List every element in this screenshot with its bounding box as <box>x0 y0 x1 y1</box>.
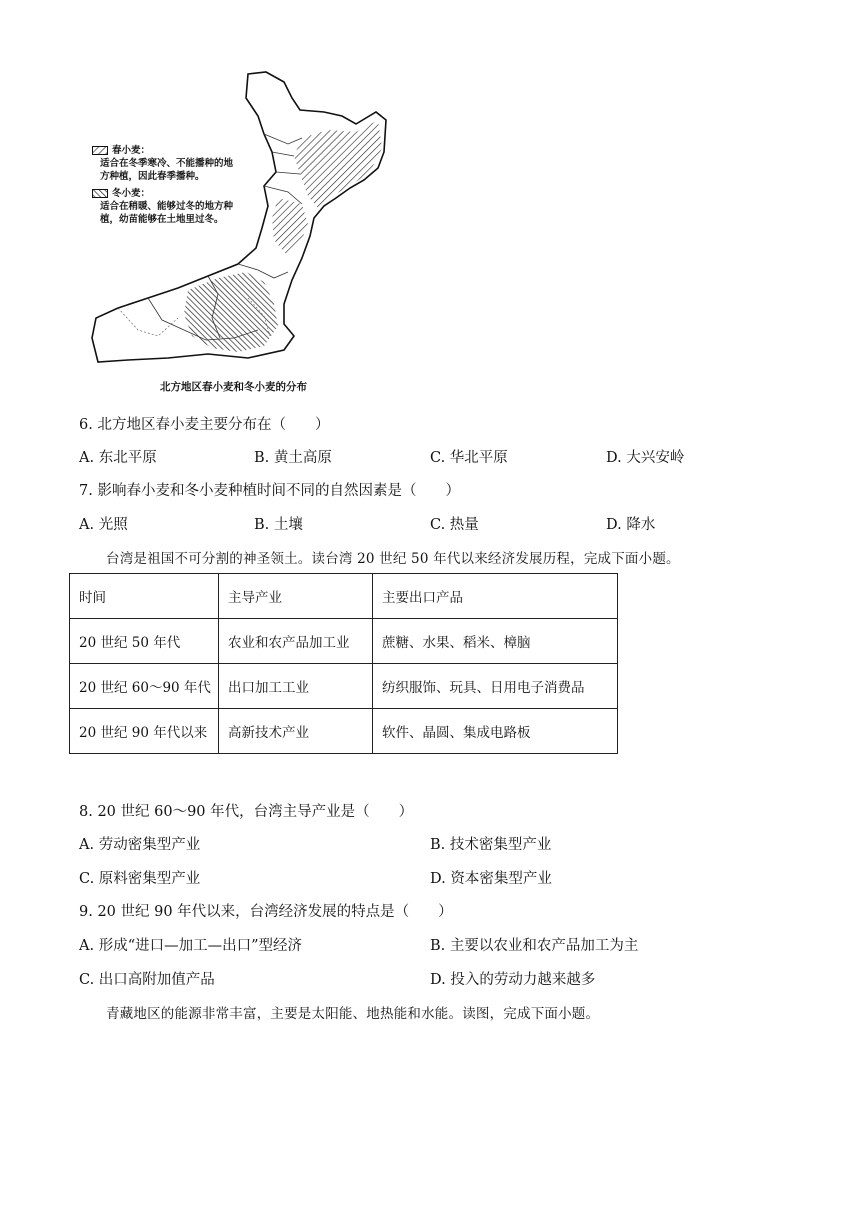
legend-spring-desc-2: 方种植，因此春季播种。 <box>100 171 205 182</box>
q8-option-b: B. 技术密集型产业 <box>430 837 552 853</box>
table-row <box>70 709 618 754</box>
q7-option-a: A. 光照 <box>79 517 128 533</box>
table-row <box>70 664 618 709</box>
q7-option-d: D. 降水 <box>606 517 656 533</box>
table-header-cell: 主要出口产品 <box>373 574 618 619</box>
q7-option-b: B. 土壤 <box>254 517 303 533</box>
map-caption: 北方地区春小麦和冬小麦的分布 <box>160 381 307 393</box>
table-cell: 高新技术产业 <box>219 709 373 754</box>
legend-winter-title: 冬小麦： <box>112 188 151 199</box>
table-cell: 20 世纪 50 年代 <box>70 619 219 664</box>
q8-option-d: D. 资本密集型产业 <box>430 871 552 887</box>
q6-option-d: D. 大兴安岭 <box>606 450 685 466</box>
taiwan-intro-paragraph: 台湾是祖国不可分割的神圣领土。读台湾 20 世纪 50 年代以来经济发展历程，完成下面小题。 <box>106 551 680 567</box>
question-6-stem: 6. 北方地区春小麦主要分布在（ ） <box>79 417 330 433</box>
q9-option-d: D. 投入的劳动力越来越多 <box>430 972 596 988</box>
map-legend <box>92 144 233 226</box>
q9-option-a: A. 形成“进口—加工—出口”型经济 <box>79 938 303 954</box>
q6-option-c: C. 华北平原 <box>430 450 508 466</box>
legend-spring-title: 春小麦： <box>112 145 151 156</box>
qinghai-intro-paragraph: 青藏地区的能源非常丰富，主要是太阳能、地热能和水能。读图，完成下面小题。 <box>106 1006 600 1022</box>
legend-winter-desc-1: 适合在稍暖、能够过冬的地方种 <box>100 201 234 212</box>
q7-option-c: C. 热量 <box>430 517 479 533</box>
winter-wheat-legend-swatch <box>92 189 108 198</box>
table-cell: 20 世纪 90 年代以来 <box>70 709 219 754</box>
question-7-stem: 7. 影响春小麦和冬小麦种植时间不同的自然因素是（ ） <box>79 483 460 499</box>
table-row <box>70 619 618 664</box>
spring-wheat-legend-swatch <box>92 146 108 155</box>
table-header-cell: 时间 <box>70 574 219 619</box>
legend-spring-desc-1: 适合在冬季寒冷、不能播种的地 <box>100 158 234 169</box>
table-header-cell: 主导产业 <box>219 574 373 619</box>
q8-option-c: C. 原料密集型产业 <box>79 871 201 887</box>
taiwan-economy-table <box>69 573 618 754</box>
table-cell: 农业和农产品加工业 <box>219 619 373 664</box>
legend-winter-desc-2: 植，幼苗能够在土地里过冬。 <box>100 214 224 225</box>
q6-option-a: A. 东北平原 <box>79 450 157 466</box>
question-9-stem: 9. 20 世纪 90 年代以来，台湾经济发展的特点是（ ） <box>79 904 453 920</box>
table-cell: 纺织服饰、玩具、日用电子消费品 <box>373 664 618 709</box>
q6-option-b: B. 黄土高原 <box>254 450 332 466</box>
q9-option-b: B. 主要以农业和农产品加工为主 <box>430 938 639 954</box>
table-cell: 蔗糖、水果、稻米、樟脑 <box>373 619 618 664</box>
question-8-stem: 8. 20 世纪 60～90 年代，台湾主导产业是（ ） <box>79 804 414 820</box>
table-cell: 出口加工工业 <box>219 664 373 709</box>
q8-option-a: A. 劳动密集型产业 <box>79 837 201 853</box>
table-cell: 软件、晶圆、集成电路板 <box>373 709 618 754</box>
q9-option-c: C. 出口高附加值产品 <box>79 972 215 988</box>
table-header-row <box>70 574 618 619</box>
table-cell: 20 世纪 60～90 年代 <box>70 664 219 709</box>
